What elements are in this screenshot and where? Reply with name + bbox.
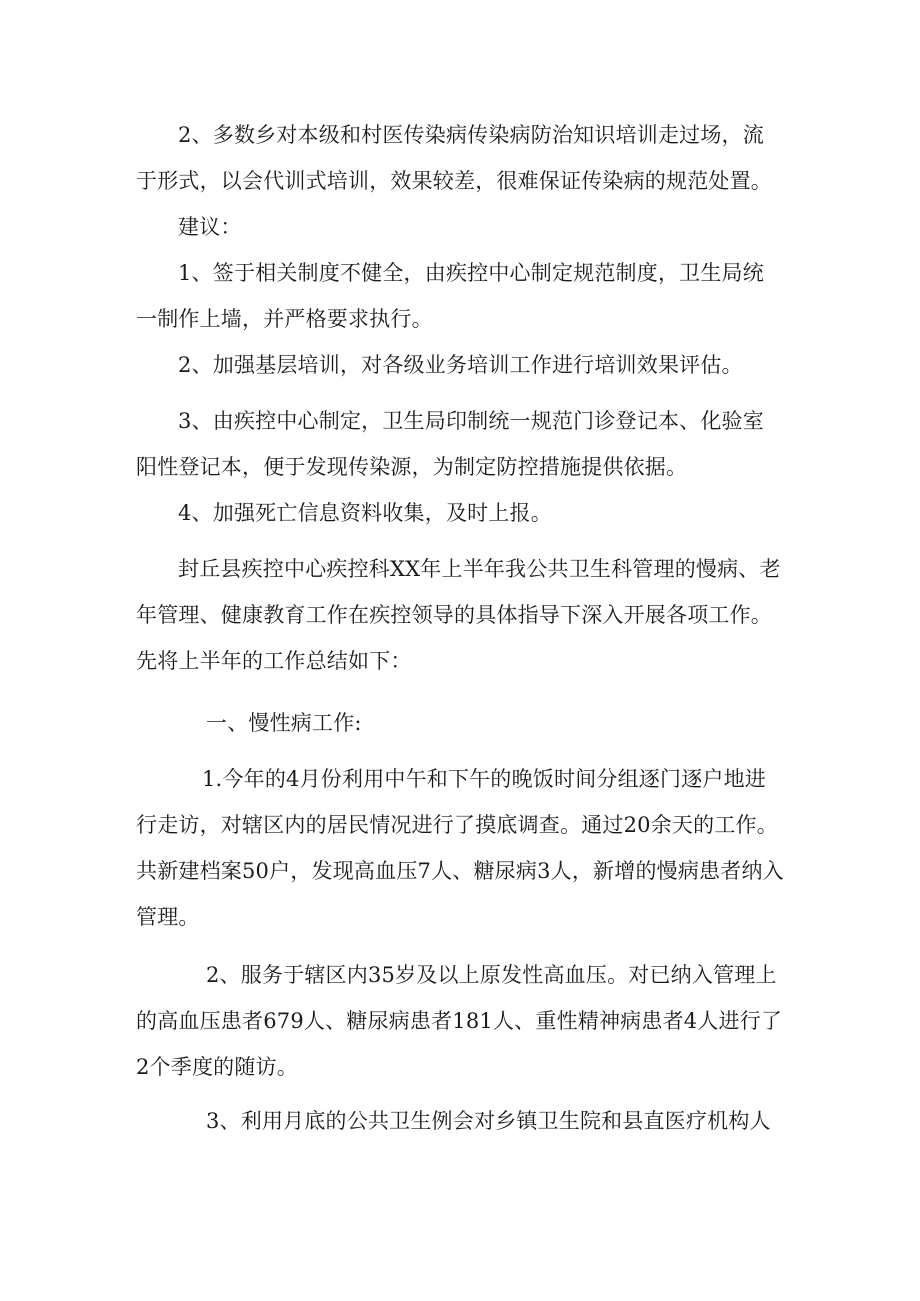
paragraph-chronic-3: 3、利用月底的公共卫生例会对乡镇卫生院和县直医疗机构人 [206, 1109, 771, 1133]
paragraph-training-issue: 2、多数乡对本级和村医传染病传染病防治知识培训走过场，流于形式，以会代训式培训，效果较差，很难保证传染病的规范处置。 [136, 123, 772, 193]
paragraph-suggestion-3: 3、由疾控中心制定，卫生局印制统一规范门诊登记本、化验室阳性登记本，便于发现传染源，为制定防控措施提供依据。 [136, 409, 764, 479]
section-heading-chronic-disease: 一、慢性病工作: [206, 711, 362, 735]
paragraph-chronic-2: 2、服务于辖区内35岁及以上原发性高血压。对已纳入管理上的高血压患者679人、糖尿病患者181人、重性精神病患者4人进行了2个季度的随访。 [136, 963, 783, 1079]
paragraph-chronic-1: 1.今年的4月份利用中午和下午的晚饭时间分组逐门逐户地进行走访，对辖区内的居民情况进行了摸底调查。通过20余天的工作。共新建档案50户，发现高血压7人、糖尿病3人，新增的慢病患者纳入管理。 [136, 767, 784, 929]
paragraph-suggestion-2: 2、加强基层培训，对各级业务培训工作进行培训效果评估。 [178, 353, 743, 377]
paragraph-suggestion-heading: 建议： [178, 215, 242, 239]
paragraph-suggestion-4: 4、加强死亡信息资料收集，及时上报。 [178, 501, 552, 525]
paragraph-summary-intro: 封丘县疾控中心疾控科XX年上半年我公共卫生科管理的慢病、老年管理、健康教育工作在疾控领导的具体指导下深入开展各项工作。先将上半年的工作总结如下： [136, 557, 781, 673]
paragraph-suggestion-1: 1、签于相关制度不健全，由疾控中心制定规范制度，卫生局统一制作上墙，并严格要求执行。 [136, 261, 764, 331]
